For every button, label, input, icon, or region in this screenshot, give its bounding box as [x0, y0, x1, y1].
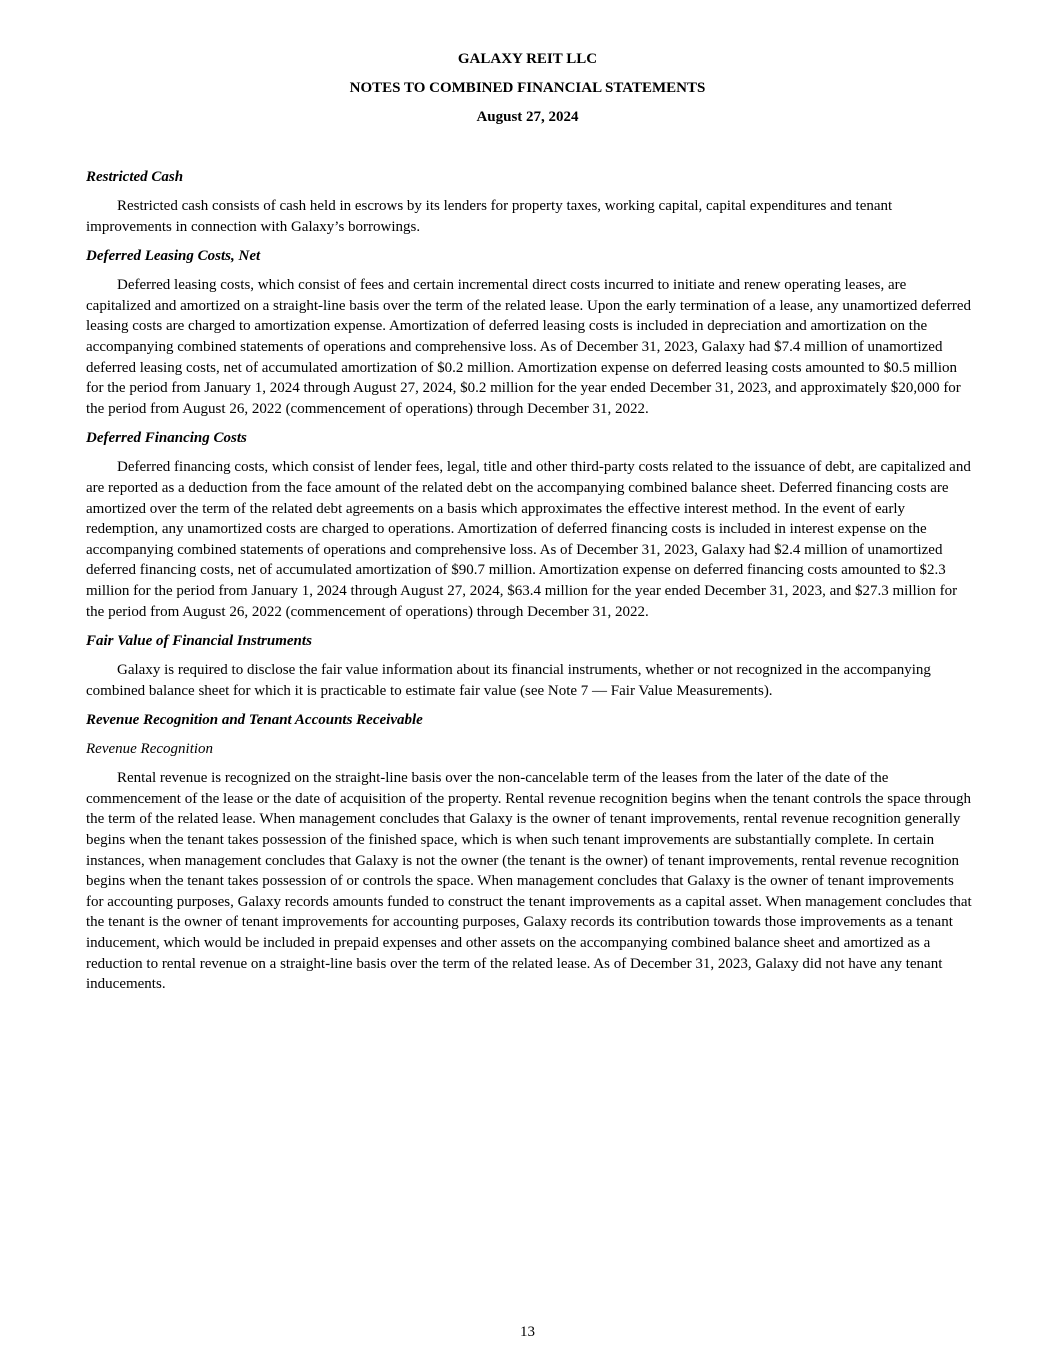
fair-value-heading: Fair Value of Financial Instruments	[86, 633, 312, 650]
notes-body	[86, 167, 972, 1004]
deferred-financing-paragraph: Deferred financing costs, which consist of lender fees, legal, title and other third-party costs related to the issuance of debt, are capitalized and are reported as a deduction from the face amount of the related debt on the accompanying combined balance sheet. Deferred financing costs are amortized over the term of the related debt agreements on a basis which approximates the effective interest method. In the event of early redemption, any unamortized costs are charged to operations. Amortization of deferred financing costs is included in interest expense on the accompanying combined statements of operations and comprehensive loss. As of December 31, 2023, Galaxy had $2.4 million of unamortized deferred financing costs, net of accumulated amortization of $90.7 million. Amortization expense on deferred financing costs amounted to $2.3 million for the period from January 1, 2024 through August 27, 2024, $63.4 million for the year ended December 31, 2023, and $27.3 million for the period from August 26, 2022 (commencement of operations) through December 31, 2022.	[86, 459, 971, 620]
document-date: August 27, 2024	[476, 109, 579, 125]
revenue-heading: Revenue Recognition and Tenant Accounts Receivable	[86, 712, 423, 729]
deferred-financing-heading: Deferred Financing Costs	[86, 430, 247, 447]
revenue-subheading: Revenue Recognition	[86, 741, 214, 758]
fair-value-paragraph: Galaxy is required to disclose the fair value information about its financial instruments, whether or not recognized in the accompanying combined balance sheet for which it is practicable to estimate fair value (see Note 7 — Fair Value Measurements).	[86, 662, 931, 699]
page-number: 13	[520, 1324, 535, 1340]
revenue-paragraph: Rental revenue is recognized on the straight-line basis over the non-cancelable term of the leases from the later of the date of the commencement of the lease or the date of acquisition of the property. Rental revenue recognition begins when the tenant controls the space through the term of the related lease. When management concludes that Galaxy is the owner of tenant improvements, rental revenue recognition generally begins when the tenant takes possession of the finished space, which is when such tenant improvements are substantially complete. In certain instances, when management concludes that Galaxy is not the owner (the tenant is the owner) of tenant improvements, rental revenue recognition begins when the tenant takes possession of or controls the space. When management concludes that Galaxy is the owner of tenant improvements for accounting purposes, Galaxy records amounts funded to construct the tenant improvements as a capital asset. When management concludes that the tenant is the owner of tenant improvements for accounting purposes, Galaxy records its contribution towards those improvements as a tenant inducement, which would be included in prepaid expenses and other assets on the accompanying combined balance sheet and amortized as a reduction to rental revenue on a straight-line basis over the term of the related lease. As of December 31, 2023, Galaxy did not have any tenant inducements.	[86, 770, 972, 993]
deferred-leasing-heading: Deferred Leasing Costs, Net	[86, 248, 261, 265]
company-name: GALAXY REIT LLC	[457, 51, 598, 67]
restricted-cash-paragraph: Restricted cash consists of cash held in escrows by its lenders for property taxes, working capital, capital expenditures and tenant improvements in connection with Galaxy’s borrowings.	[86, 198, 893, 235]
restricted-cash-heading: Restricted Cash	[86, 169, 184, 185]
document-title: NOTES TO COMBINED FINANCIAL STATEMENTS	[349, 80, 706, 96]
deferred-leasing-paragraph: Deferred leasing costs, which consist of fees and certain incremental direct costs incurred to initiate and renew operating leases, are capitalized and amortized on a straight-line basis over the term of the related lease. Upon the early termination of a lease, any unamortized deferred leasing costs are charged to amortization expense. Amortization of deferred leasing costs is included in depreciation and amortization on the accompanying combined statements of operations and comprehensive loss. As of December 31, 2023, Galaxy had $7.4 million of unamortized deferred leasing costs, net of accumulated amortization of $0.2 million. Amortization expense on deferred leasing costs amounted to $0.5 million for the period from January 1, 2024 through August 27, 2024, $0.2 million for the year ended December 31, 2023, and approximately $20,000 for the period from August 26, 2022 (commencement of operations) through December 31, 2022.	[86, 277, 972, 417]
